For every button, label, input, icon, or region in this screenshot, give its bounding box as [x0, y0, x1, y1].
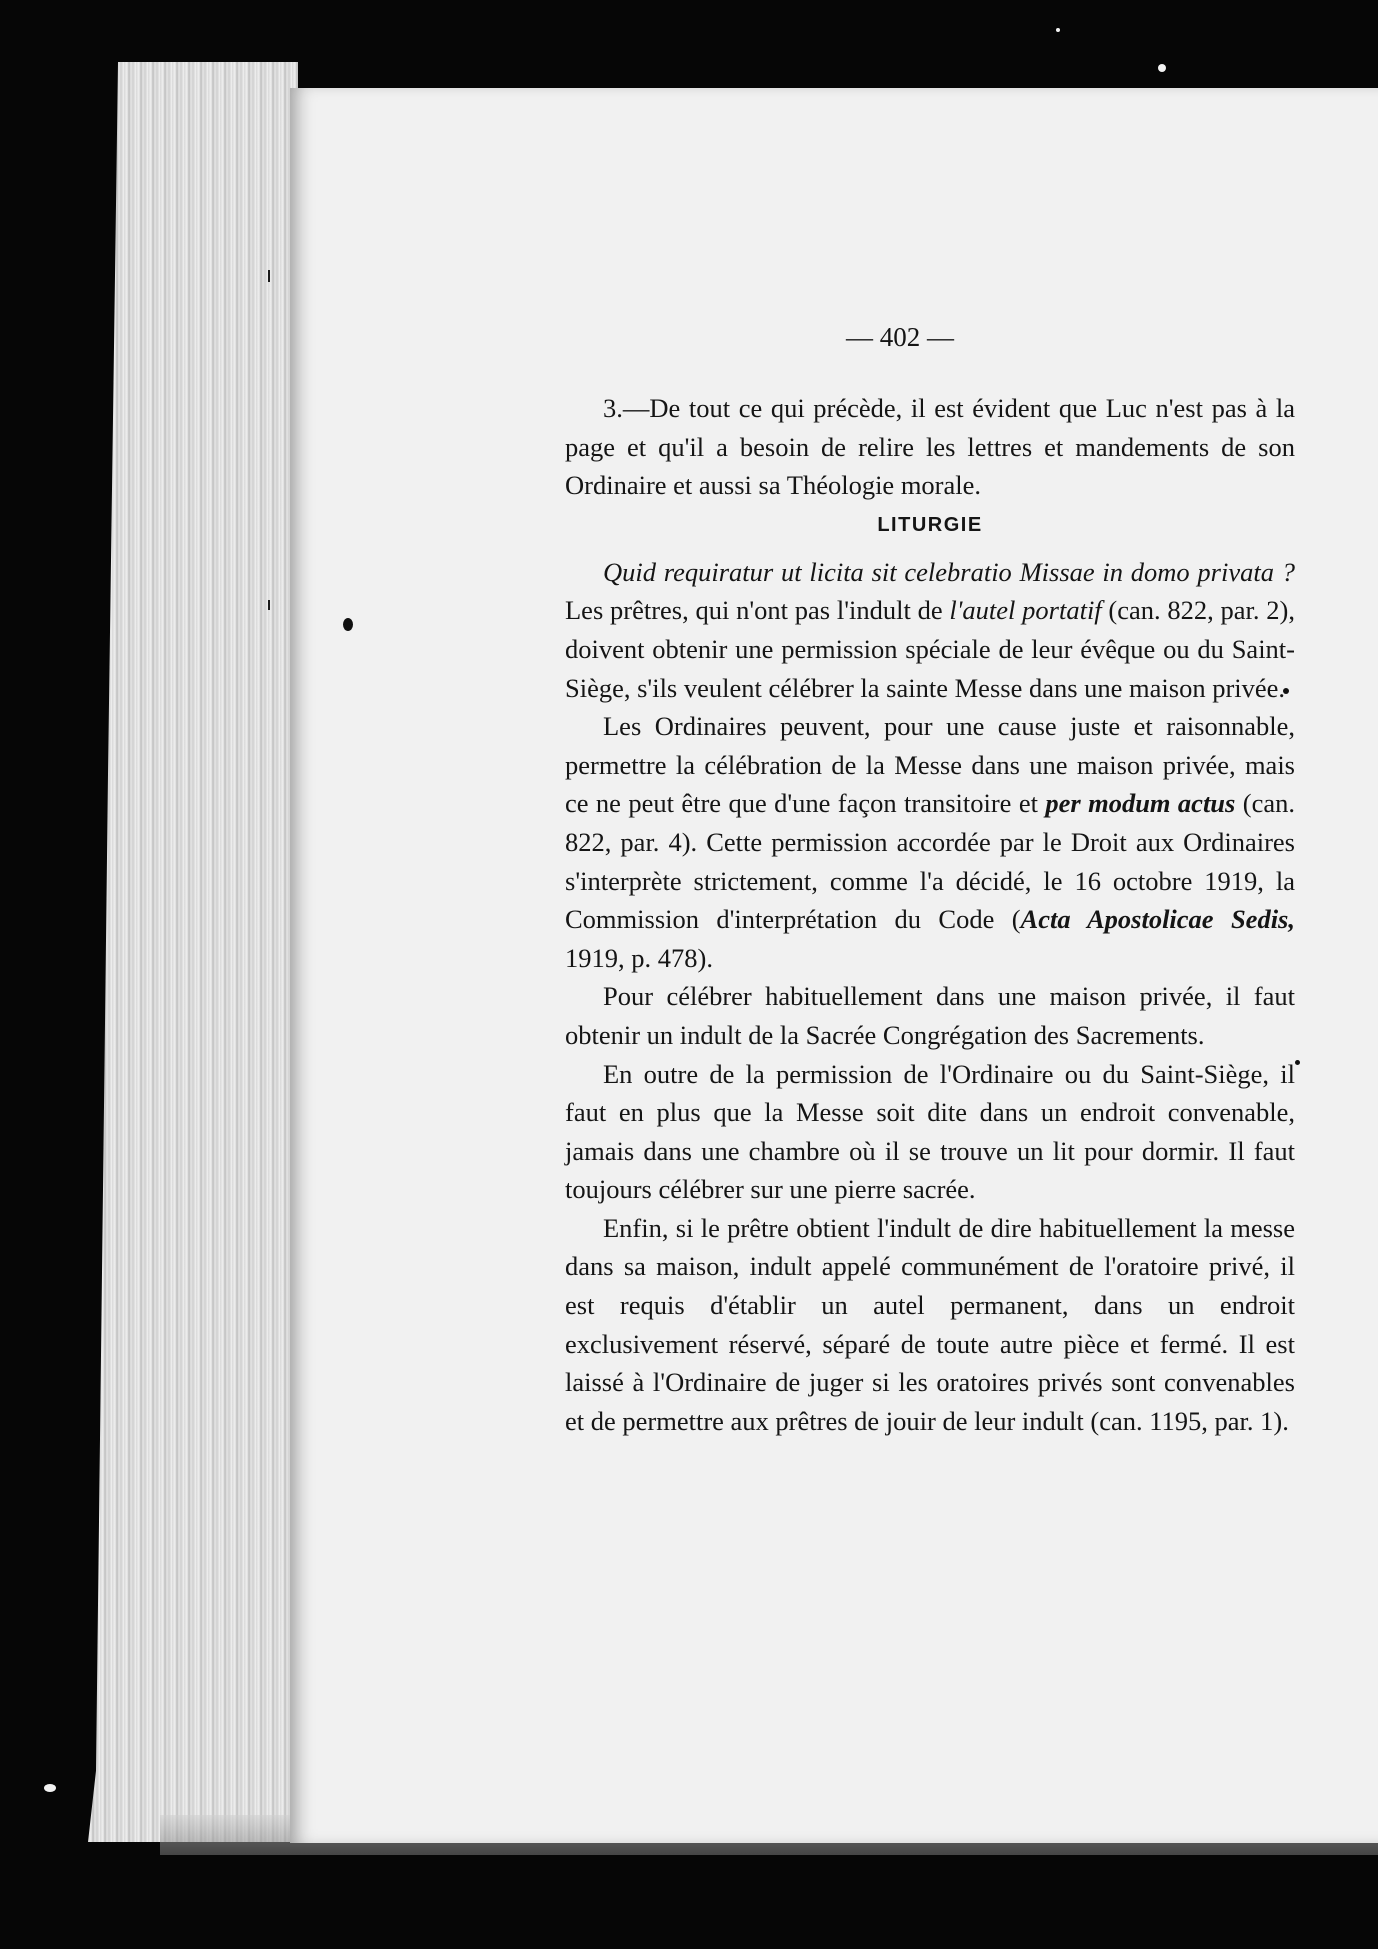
paragraph-3-text-a: Les Ordinaires peuvent, pour une cause juste et raisonnable, permettre la célébration de la Messe dans une maison privée, mais ce ne peut être que d'une façon transitoire et	[565, 711, 1295, 819]
paragraph-2-lead: Quid requiratur ut licita sit celebratio Missae in domo privata ?	[603, 556, 1295, 587]
book-page-edges	[88, 62, 298, 1842]
scan-speck	[1056, 28, 1060, 32]
scan-speck	[1295, 1060, 1300, 1065]
paragraph-2	[565, 553, 1295, 707]
paragraph-2-text-a: Les prêtres, qui n'ont pas l'indult de	[565, 595, 950, 626]
paragraph-3-text-b: (can. 822, par. 4). Cette permission accordée par le Droit aux Ordinaires s'interprète strictement, comme l'a décidé, le 16 octobre 1919, la Commission d'interprétation du Code (	[565, 788, 1295, 935]
page-number: — 402 —	[846, 322, 954, 352]
paragraph-4: Pour célébrer habituellement dans une maison privée, il faut obtenir un indult de la Sacrée Congrégation des Sacrements.	[565, 981, 1295, 1050]
paragraph-3-term: per modum actus	[1045, 788, 1236, 819]
section-title: LITURGIE	[877, 513, 983, 536]
scan-mark	[268, 270, 270, 282]
scan-mark	[268, 600, 270, 610]
paragraph-3	[565, 707, 1295, 977]
page-text	[565, 325, 1295, 1440]
scan-speck	[44, 1784, 56, 1792]
scan-speck	[343, 618, 353, 631]
paragraph-5: En outre de la permission de l'Ordinaire ou du Saint-Siège, il faut en plus que la Messe soit dite dans un endroit convenable, jamais dans une chambre où il se trouve un lit pour dormir. Il faut toujours célébrer sur une pierre sacrée.	[565, 1058, 1295, 1205]
paragraph-2-term: l'autel portatif	[949, 595, 1102, 626]
paragraph-2-text-b: (can. 822, par. 2), doivent obtenir une permission spéciale de leur évêque ou du Saint-Siège, s'ils veulent célébrer la sainte Messe dans une maison privée.	[565, 595, 1296, 703]
scan-speck	[1158, 64, 1166, 72]
paragraph-1: 3.—De tout ce qui précède, il est évident que Luc n'est pas à la page et qu'il a besoin de relire les lettres et mandements de son Ordinaire et aussi sa Théologie morale.	[565, 393, 1295, 501]
paragraph-3-reference: Acta Apostolicae Sedis,	[1020, 904, 1295, 935]
paragraph-3-text-c: 1919, p. 478).	[565, 942, 713, 973]
paragraph-6: Enfin, si le prêtre obtient l'indult de dire habituellement la messe dans sa maison, indult appelé communément de l'oratoire privé, il est requis d'établir un autel permanent, dans un endroit exclusivement réservé, séparé de toute autre pièce et fermé. Il est laissé à l'Ordinaire de juger si les oratoires privés sont convenables et de permettre aux prêtres de jouir de leur indult (can. 1195, par. 1).	[565, 1212, 1295, 1436]
